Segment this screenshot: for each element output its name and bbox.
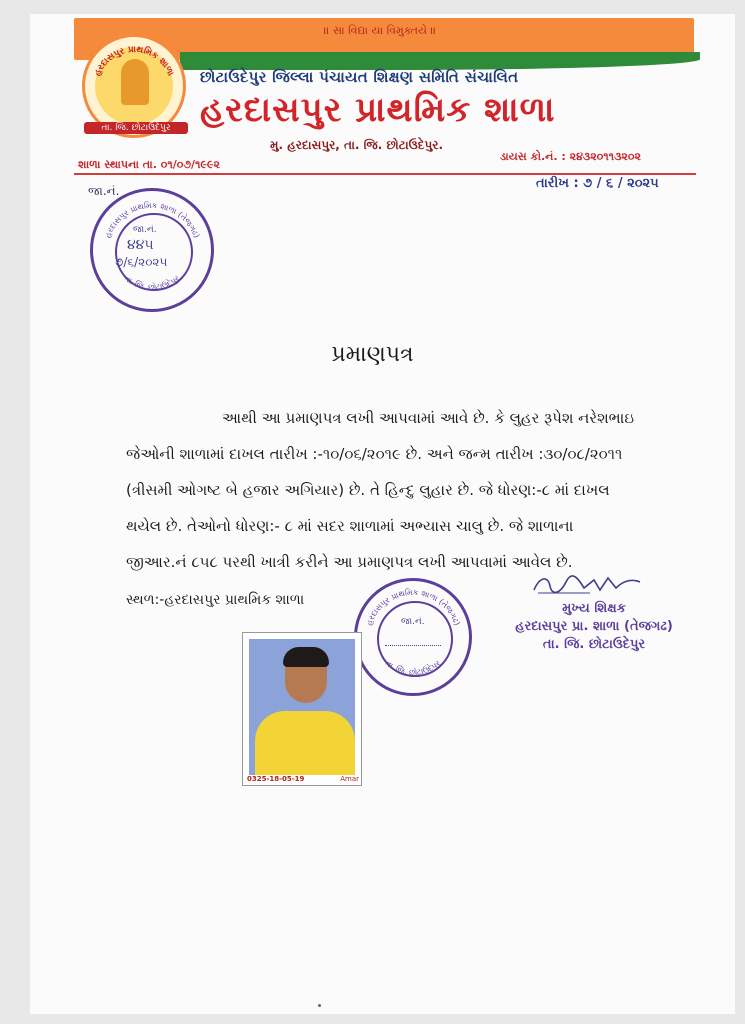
stamp1-number: ૪૪૫ [127,237,154,253]
student-hair [283,647,329,667]
school-name: હરદાસપુર પ્રાથમિક શાળા [200,90,556,130]
certificate-title: પ્રમાણપત્ર [331,342,414,367]
svg-text:તા. જિ. છોટાઉદેપુર [123,274,182,292]
motto: ॥ સા વિદ્યા યા વિમુક્તયે ॥ [323,24,437,37]
stamp2-top-text: હરદાસપુર પ્રાથમિક શાળા (તેજગઢ) [364,587,462,627]
body-line-4: થયેલ છે. તેઓનો ધોરણ:- ૮ માં સદર શાળામાં અભ્યાસ ચાલુ છે. જે શાળાના [126,517,574,535]
stamp2-bottom-text: તા. જિ. છોટાઉદેપુર [383,658,443,678]
signatory-designation: મુખ્ય શિક્ષક [562,601,626,616]
student-shirt [255,711,355,775]
signatory-block [494,600,694,654]
document-date: તારીખ : ૭ / ૬ / ૨૦૨૫ [536,176,659,191]
student-photo [242,632,362,786]
stamp1-label: જા.નં. [133,225,157,235]
dise-code: ડાયસ કો.નં. : ૨૪૩૨૦૧૧૩૨૦૨ [500,150,641,163]
stamp-ring-text [357,581,469,693]
signatory-school: હરદાસપુર પ્રા. શાળા (તેજગઢ) [515,619,673,634]
logo-ring-label: હરદાસપુર પ્રાથમિક શાળા [92,44,176,78]
stamp2-blank-line [385,645,441,646]
body-line-5: જીઆર.નં ૮૫૮ પરથી ખાત્રી કરીને આ પ્રમાણપત્ર લખી આપવામાં આવેલ છે. [126,553,573,571]
photo-caption-left: 0325-18-05-19 [247,775,305,783]
ja-no-label: જા.નં. [88,184,120,198]
header-divider [74,173,696,175]
signatory-taluka: તા. જિ. છોટાઉદેપુર [542,637,646,652]
photo-caption [247,775,359,783]
body-line-1: આથી આ પ્રમાણપત્ર લખી આપવામાં આવે છે. કે લુહર રૂપેશ નરેશભાઇ [222,409,634,427]
stamp2-label: જા.નં. [401,617,425,627]
logo-ring-text [85,37,183,135]
outward-stamp [90,188,214,312]
stamp1-bottom-text: તા. જિ. છોટાઉદેપુર [122,273,182,292]
photo-background [249,639,355,775]
svg-text:હરદાસપુર પ્રાથમિક શાળા [93,44,176,78]
school-address: મુ. હરદાસપુર, તા. જિ. છોટાઉદેપુર. [270,138,444,152]
establishment-date: શાળા સ્થાપના તા. ૦૧/૦૭/૧૯૯૨ [78,158,220,171]
place: સ્થળ:-હરદાસપુર પ્રાથમિક શાળા [126,592,305,608]
photo-caption-right: Amar [340,775,359,783]
header-subtitle: છોટાઉદેપુર જિલ્લા પંચાયત શિક્ષણ સમિતિ સંચાલિત [200,68,519,86]
svg-text:તા. જિ. છોટાઉદેપુર [384,659,443,677]
scan-speck [318,1004,321,1007]
headmaster-signature [530,572,650,598]
body-line-2: જેઓની શાળામાં દાખલ તારીખ :-૧૦/૦૬/૨૦૧૯ છે. અને જન્મ તારીખ :૩૦/૦૮/૨૦૧૧ [126,445,623,463]
certificate-body [126,400,671,580]
body-line-3: (ત્રીસમી ઓગષ્ટ બે હજાર અગિયાર) છે. તે હિન્દુ લુહાર છે. જે ધોરણ:-૮ માં દાખલ [126,481,610,499]
school-stamp [354,578,472,696]
stamp1-date: ૭/૬/૨૦૨૫ [115,255,168,269]
stamp1-top-text: હરદાસપુર પ્રાથમિક શાળા (તેજગઢ) [102,200,202,240]
logo-taluka: તા. જિ. છોટાઉદેપુર [84,122,188,134]
